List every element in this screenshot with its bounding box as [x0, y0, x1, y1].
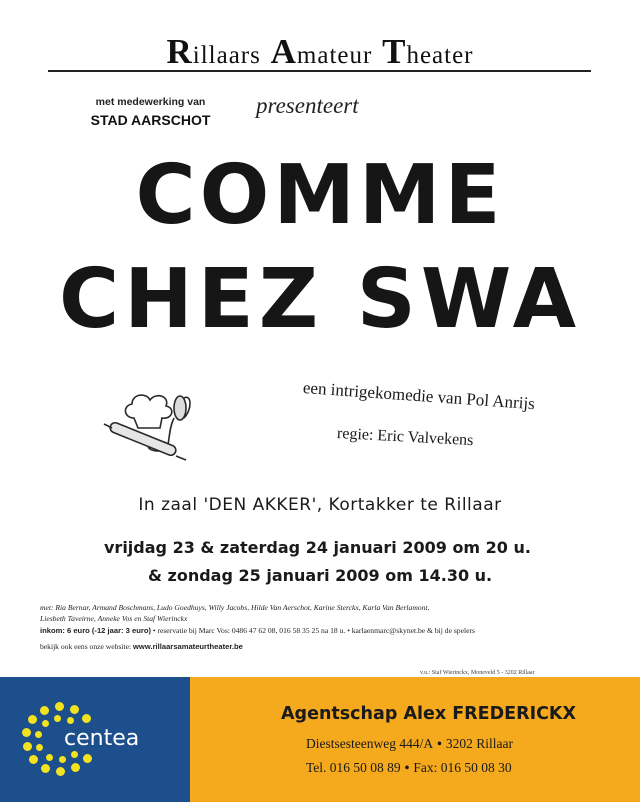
agency-city: 3202 Rillaar: [445, 736, 513, 751]
logo-dot: [41, 764, 50, 773]
logo-dot: [67, 717, 74, 724]
price-and-reservation: [40, 626, 600, 635]
title-initial: T: [382, 32, 407, 71]
agency-contact: Tel. 016 50 08 89 • Fax: 016 50 08 30: [306, 760, 512, 775]
reservation-text: • reservatie bij Marc Vos: 0486 47 62 08, 016 58 35 25 na 18 u. • karlaenmarc@skynet.be & bij de spelers: [152, 626, 475, 635]
logo-dot: [29, 755, 38, 764]
logo-dot: [28, 715, 37, 724]
logo-dot: [46, 754, 53, 761]
play-director: regie: Eric Valvekens: [336, 425, 474, 450]
logo-dot: [71, 763, 80, 772]
collaboration-label: met medewerking van: [95, 96, 206, 108]
logo-dot: [36, 744, 43, 751]
presents-text: presenteert: [256, 93, 359, 118]
price-text: inkom: 6 euro (-12 jaar: 3 euro): [40, 626, 151, 635]
logo-dot: [54, 715, 61, 722]
date-line-1: vrijdag 23 & zaterdag 24 januari 2009 om 20 u.: [104, 538, 531, 557]
theater-name: [0, 32, 640, 72]
cast-line: Liesbeth Taveirne, Anneke Vos en Staf Wierinckx: [40, 614, 188, 623]
play-subtitle: een intrigekomedie van Pol Anrijs: [302, 378, 536, 414]
cast-list: [40, 602, 600, 624]
agency-address: Diestsesteenweg 444/A • 3202 Rillaar: [306, 736, 513, 751]
logo-dot: [82, 714, 91, 723]
logo-dot: [71, 751, 78, 758]
website-line: [40, 642, 600, 651]
logo-dot: [70, 705, 79, 714]
chef-hat-rolling-pin-ladle-icon: [100, 388, 200, 468]
venue-text: In zaal 'DEN AKKER', Kortakker te Rillaar: [138, 495, 502, 515]
agency-street: Diestsesteenweg 444/A: [306, 736, 434, 751]
logo-dot: [23, 742, 32, 751]
logo-dot: [83, 754, 92, 763]
agency-tel: Tel. 016 50 08 89: [306, 760, 401, 775]
logo-dot: [40, 706, 49, 715]
title-initial: R: [166, 32, 193, 71]
agency-fax: Fax: 016 50 08 30: [413, 760, 512, 775]
cast-line: met: Ria Bernar, Armand Boschmans, Ludo Goedhuys, Willy Jacobs, Hilde Van Aerschot, Karine Sterckx, Karla Van Berlamont,: [40, 603, 430, 612]
header-divider: [48, 70, 591, 72]
date-line-2: & zondag 25 januari 2009 om 14.30 u.: [148, 566, 493, 585]
logo-dot: [55, 702, 64, 711]
title-initial: A: [270, 32, 297, 71]
website-link[interactable]: www.rillaarsamateurtheater.be: [133, 642, 243, 651]
website-label: bekijk ook eens onze website:: [40, 642, 132, 651]
publisher-note: v.u.: Staf Wierinckx, Moneveld 5 - 3202 Rillaar: [420, 670, 535, 676]
collaboration-partner: STAD AARSCHOT: [90, 112, 211, 128]
logo-dot: [56, 767, 65, 776]
title-word: mateur: [296, 42, 373, 69]
play-title-line-2: CHEZ SWA: [58, 252, 582, 347]
logo-dot: [42, 720, 49, 727]
logo-dot: [22, 728, 31, 737]
agency-name: Agentschap Alex FREDERICKX: [281, 704, 576, 724]
logo-dot: [35, 731, 42, 738]
bank-name: centea: [64, 726, 140, 751]
title-word: heater: [406, 42, 474, 69]
play-title-line-1: COMME: [135, 148, 505, 243]
logo-dot: [59, 756, 66, 763]
title-word: illaars: [192, 42, 261, 69]
